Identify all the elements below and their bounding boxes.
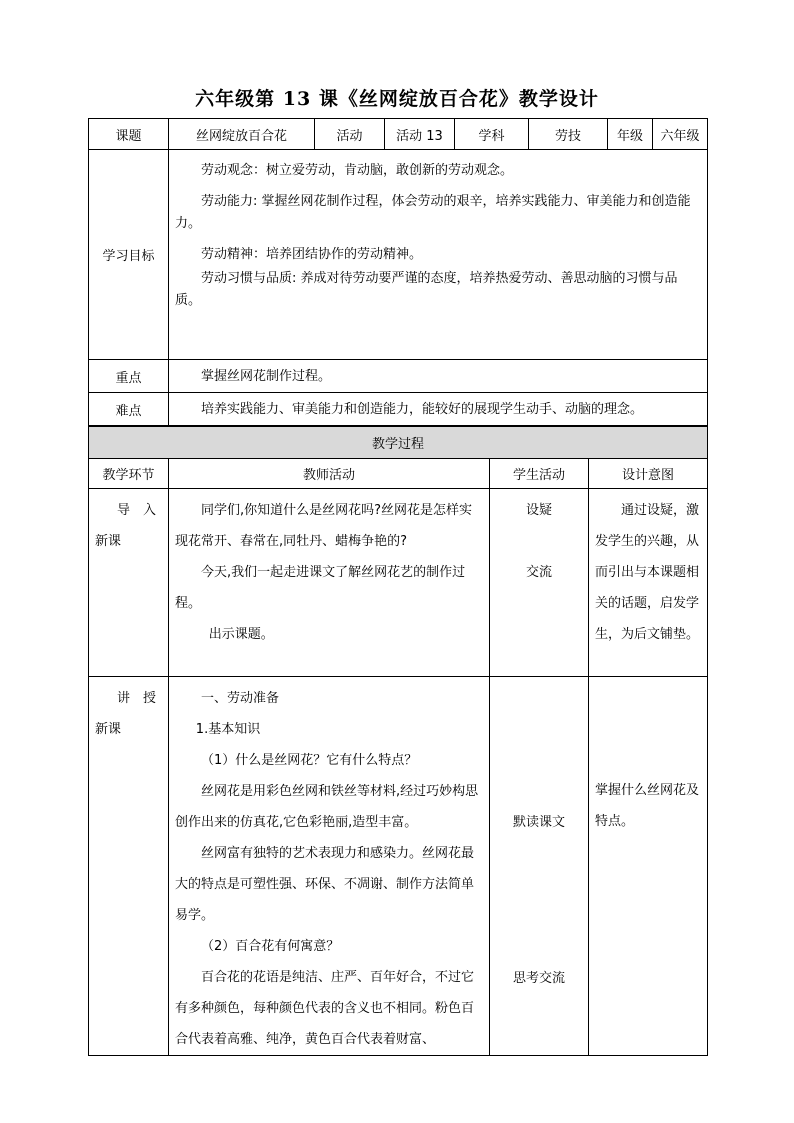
process-table <box>88 426 708 1056</box>
grade-value: 六年级 <box>653 119 708 150</box>
student-activity-lecture: 默读课文 思考交流 <box>490 677 589 1056</box>
goal-item: 劳动观念：树立爱劳动，肯动脑，敢创新的劳动观念。 <box>201 163 514 178</box>
goals-label: 学习目标 <box>89 150 169 360</box>
goal-item: 劳动精神：培养团结协作的劳动精神。 <box>201 247 423 262</box>
stage-intro: 导 入 新课 <box>89 489 169 677</box>
process-header: 教学过程 <box>89 427 708 459</box>
key-point-value: 掌握丝网花制作过程。 <box>169 360 708 393</box>
subject-label: 学科 <box>455 119 529 150</box>
column-header: 设计意图 <box>589 459 708 489</box>
difficulty-value: 培养实践能力、审美能力和创造能力，能较好的展现学生动手、动脑的理念。 <box>169 393 708 426</box>
difficulty-label: 难点 <box>89 393 169 426</box>
topic-value: 丝网绽放百合花 <box>169 119 315 150</box>
design-intent-lecture: 掌握什么丝网花及特点。 <box>589 677 708 1056</box>
activity-label: 活动 <box>315 119 385 150</box>
document-title: 六年级第 13 课《丝网绽放百合花》教学设计 <box>195 88 599 110</box>
column-header: 教师活动 <box>169 459 490 489</box>
teacher-activity-lecture: 一、劳动准备 1.基本知识 （1）什么是丝网花？它有什么特点？ 丝网花是用彩色丝网和铁丝等材料,经过巧妙构思创作出来的仿真花,它色彩艳丽,造型丰富。 丝网富有独特的艺术表现力和感染力。丝网花最大的特点是可塑性强、环保、不凋谢、制作方法简单易学。 （2）百合花有何寓意？ 百合花的花语是纯洁、庄严、百年好合，不过它有多种颜色，每种颜色代表的含义也不相同。粉色百合代表着高雅、纯净，黄色百合代表着财富、 <box>169 677 490 1056</box>
subject-value: 劳技 <box>529 119 608 150</box>
grade-label: 年级 <box>608 119 653 150</box>
goal-item: 劳动习惯与品质: 养成对待劳动要严谨的态度，培养热爱劳动、善思动脑的习惯与品质。 <box>175 271 678 308</box>
design-intent-intro: 通过设疑，激发学生的兴趣，从而引出与本课题相关的话题，启发学生，为后文铺垫。 <box>589 489 708 677</box>
goal-item: 劳动能力: 掌握丝网花制作过程，体会劳动的艰辛，培养实践能力、审美能力和创造能力。 <box>175 194 691 231</box>
column-header: 学生活动 <box>490 459 589 489</box>
info-table <box>88 118 708 426</box>
column-header: 教学环节 <box>89 459 169 489</box>
teacher-activity-intro: 同学们,你知道什么是丝网花吗?丝网花是怎样实现花常开、春常在,同牡丹、蜡梅争艳的? 今天,我们一起走进课文了解丝网花艺的制作过程。 出示课题。 <box>169 489 490 677</box>
student-activity-intro: 设疑 交流 <box>490 489 589 677</box>
topic-label: 课题 <box>89 119 169 150</box>
stage-lecture: 讲 授 新课 <box>89 677 169 1056</box>
activity-value: 活动 13 <box>385 119 455 150</box>
key-point-label: 重点 <box>89 360 169 393</box>
goals-cell <box>169 150 708 360</box>
